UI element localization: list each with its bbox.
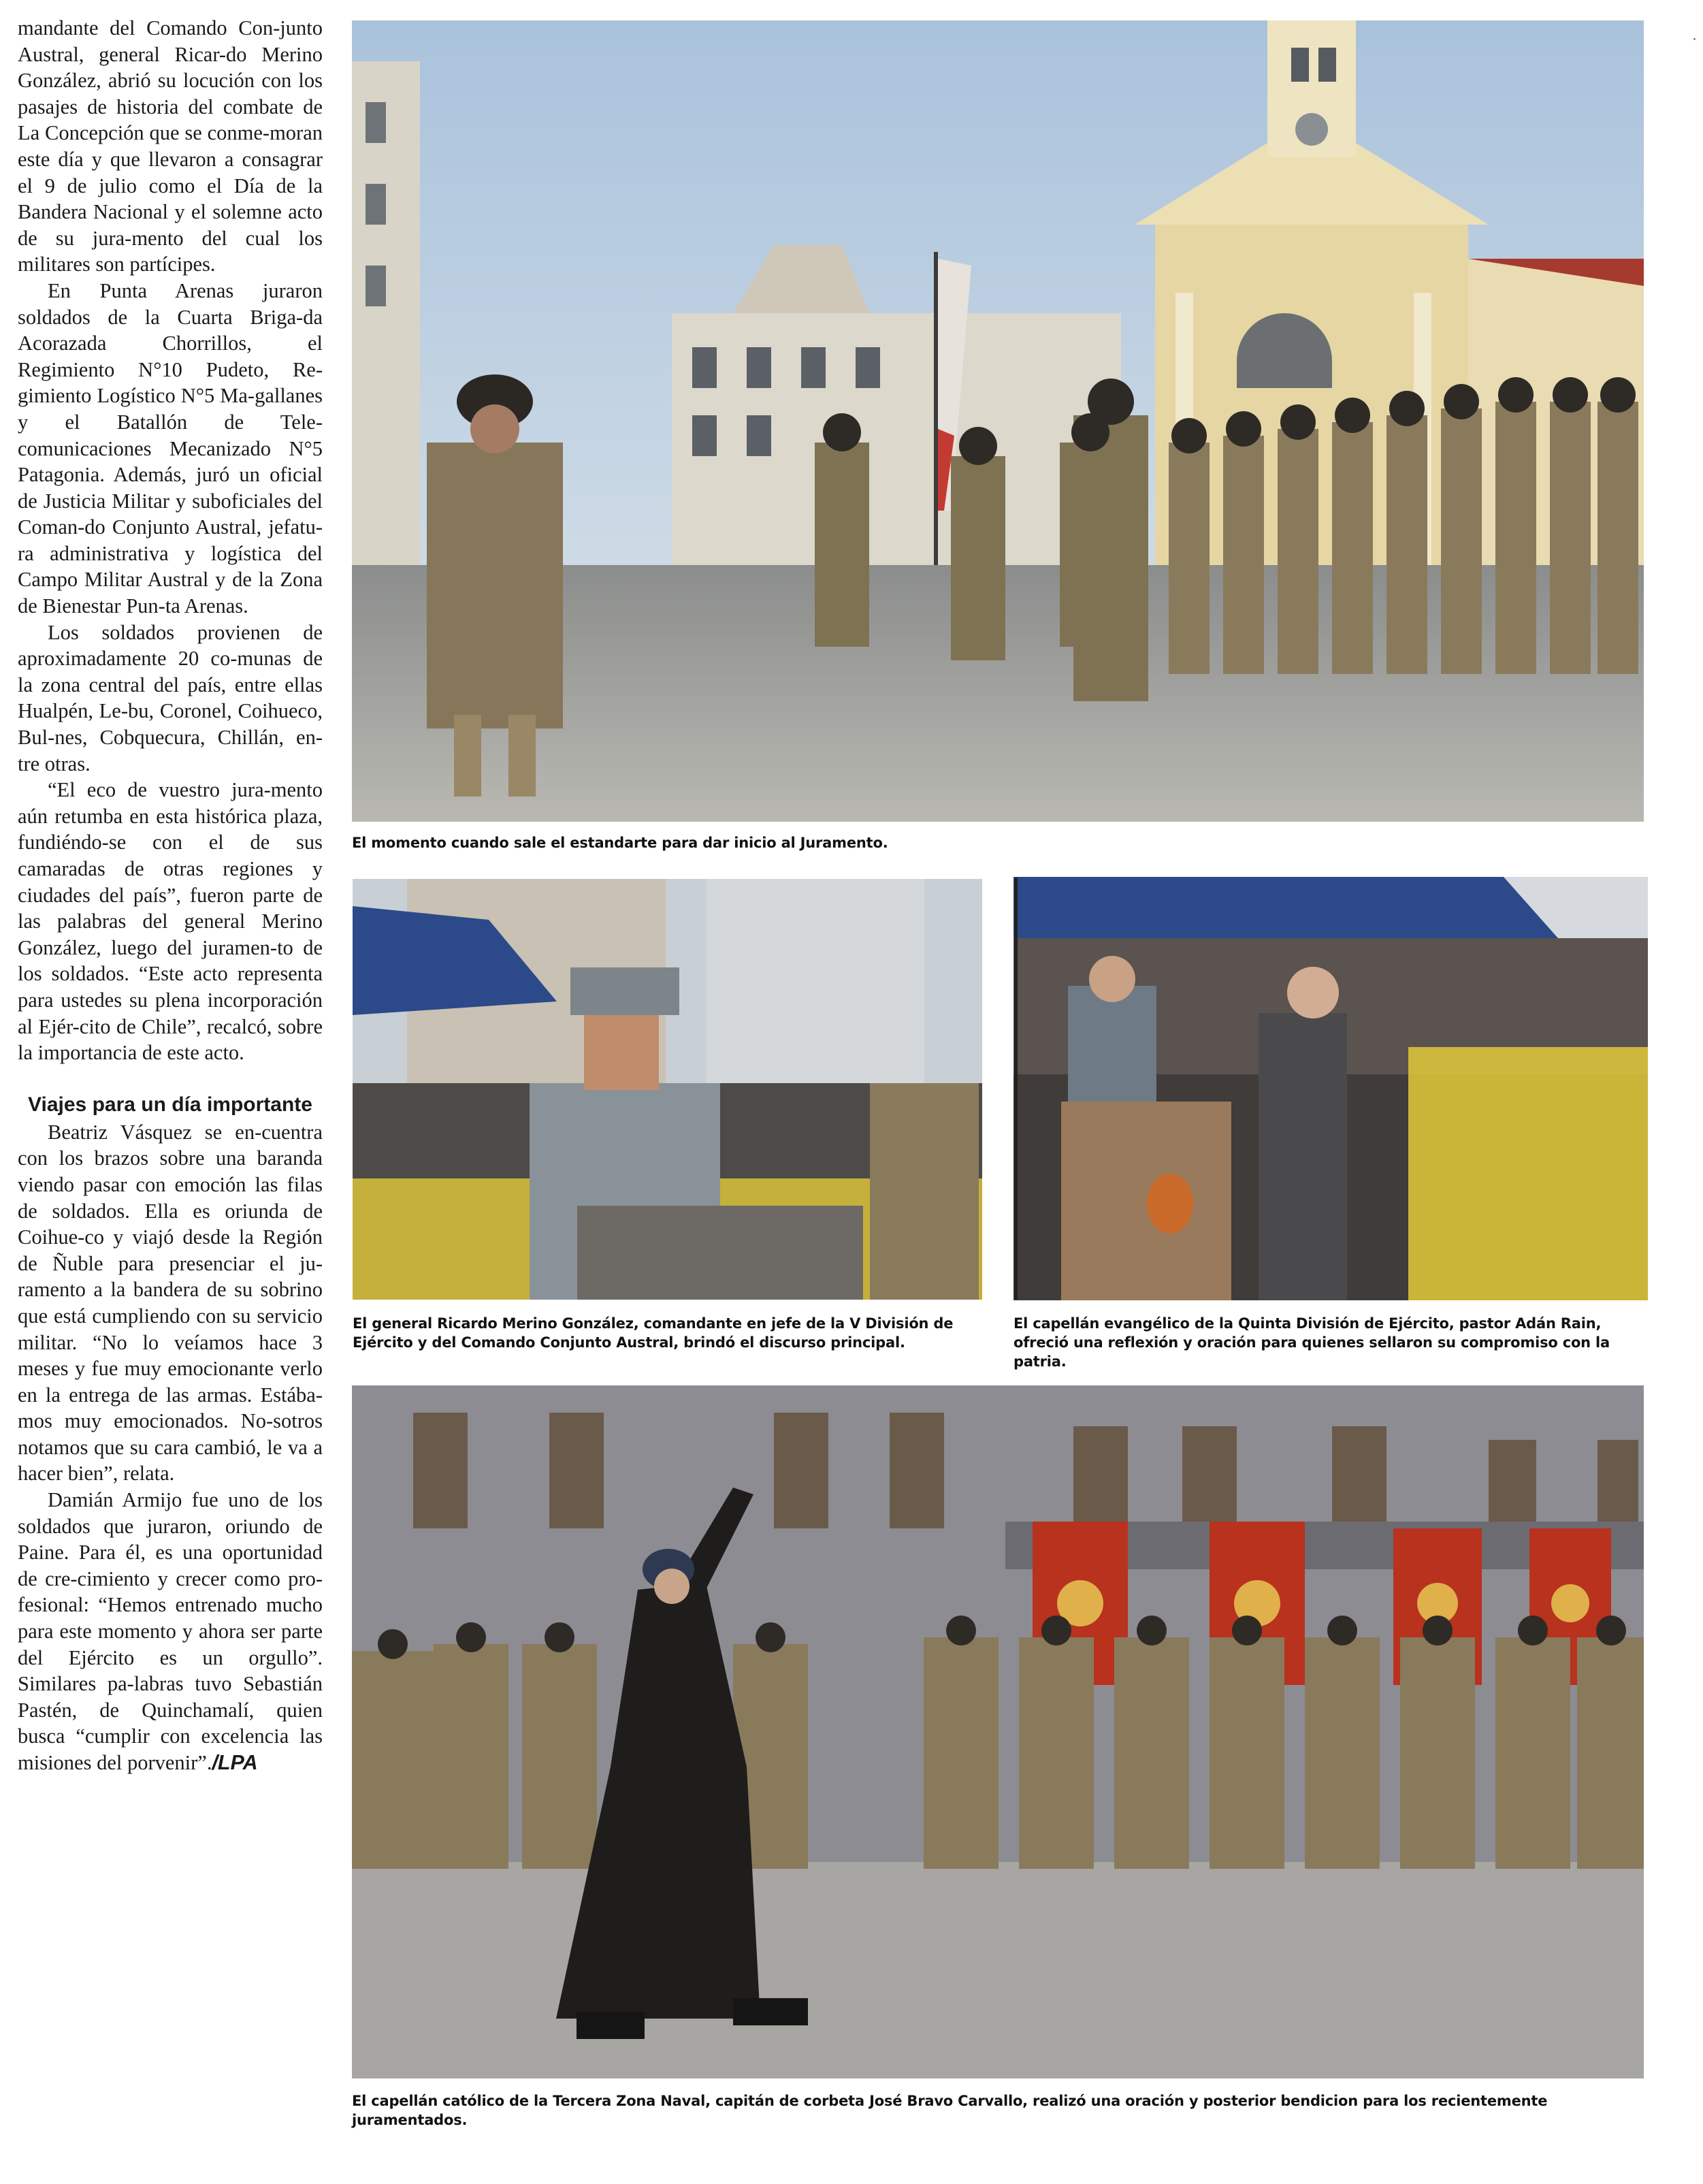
section-subhead: Viajes para un día importante (28, 1093, 312, 1116)
article-paragraph-4: “El eco de vuestro jura-mento aún retumba en esta histórica plaza, fundiéndo-se con el de sus camaradas de otras regiones y ciudades del país”, fueron parte de las palabras del general Merino González, luego del juramen-to de los soldados. “Este acto representa para ustedes su plena incorporación al Ejér-cito de Chile”, recalcó, sobre la importancia de este acto. (18, 778, 323, 1065)
article-paragraph-5: Beatriz Vásquez se en-cuentra con los brazos sobre una baranda viendo pasar con emoción las filas de soldados. Ella es oriunda de Coihue-co y viajó desde la Región de Ñuble para presenciar el ju-ramento a la bandera de su sobrino que está cumpliendo con su servicio militar. “No lo veíamos hace 3 meses y fue muy emocionante verlo en la entrega de las armas. Estába-mos muy emocionados. No-sotros notamos que su cara cambió, le va a hacer bien”, relata. (18, 1120, 323, 1486)
caption-bottom: El capellán católico de la Tercera Zona Naval, capitán de corbeta José Bravo Carvallo, realizó una oración y posterior bendicion para los recientemente juramentados. (352, 2093, 1548, 2128)
article-paragraph-2: En Punta Arenas juraron soldados de la Cuarta Briga-da Acorazada Chorrillos, el Regimiento N°10 Pudeto, Re-gimiento Logístico N°5 Ma-gallanes y el Batallón de Tele-comunicaciones Mecanizado N°5 Patagonia. Además, juró un oficial de Justicia Militar y suboficiales del Coman-do Conjunto Austral, jefatu-ra administrativa y logística del Campo Militar Austral y de la Zona de Bienestar Pun-ta Arenas. (18, 278, 323, 618)
photo-evangelical-chaplain (1013, 877, 1648, 1300)
photo-march-cathedral (352, 20, 1644, 822)
photo-catholic-chaplain (352, 1385, 1644, 2078)
author-signature: /LPA (212, 1751, 258, 1774)
caption-middle-left: El general Ricardo Merino González, comandante en jefe de la V División de Ejército y del Comando Conjunto Austral, brindó el discurso principal. (353, 1315, 954, 1351)
photo-general-speech (353, 879, 982, 1300)
blessing-illustration (352, 1385, 1644, 2078)
article-paragraph-6-text: Damián Armijo fue uno de los soldados que juraron, oriundo de Paine. Para él, es una oportunidad de cre-cimiento y crecer como pro-fesional: “Hemos entrenado mucho para este momento y ahora ser parte del Ejército es un orgullo”. Similares pa-labras tuvo Sebastián Pastén, de Quinchamalí, quien busca “cumplir con excelencia las misiones del porvenir”. (18, 1488, 323, 1774)
caption-top: El momento cuando sale el estandarte para dar inicio al Juramento. (352, 835, 888, 851)
article-text-column (18, 15, 323, 1776)
general-illustration (353, 879, 982, 1300)
article-paragraph-1: mandante del Comando Con-junto Austral, general Ricar-do Merino González, abrió su locución con los pasajes de historia del combate de La Concepción que se conme-moran este día y que llevaron a consagrar el 9 de julio como el Día de la Bandera Nacional y el solemne acto de su jura-mento del cual los militares son partícipes. (18, 16, 323, 276)
caption-middle-right: El capellán evangélico de la Quinta División de Ejército, pastor Adán Rain, ofreció una reflexión y oración para quienes sellaron su compromiso con la patria. (1013, 1315, 1610, 1370)
page-edge-mark: ˙ (1691, 37, 1698, 54)
chaplain-illustration (1013, 877, 1648, 1300)
article-paragraph-6 (18, 1487, 323, 1776)
article-paragraph-3: Los soldados provienen de aproximadamente 20 co-munas de la zona central del país, entre ellas Hualpén, Le-bu, Coronel, Coihueco, Bul-nes, Cobquecura, Chillán, en-tre otras. (18, 620, 323, 775)
march-illustration (352, 20, 1644, 822)
